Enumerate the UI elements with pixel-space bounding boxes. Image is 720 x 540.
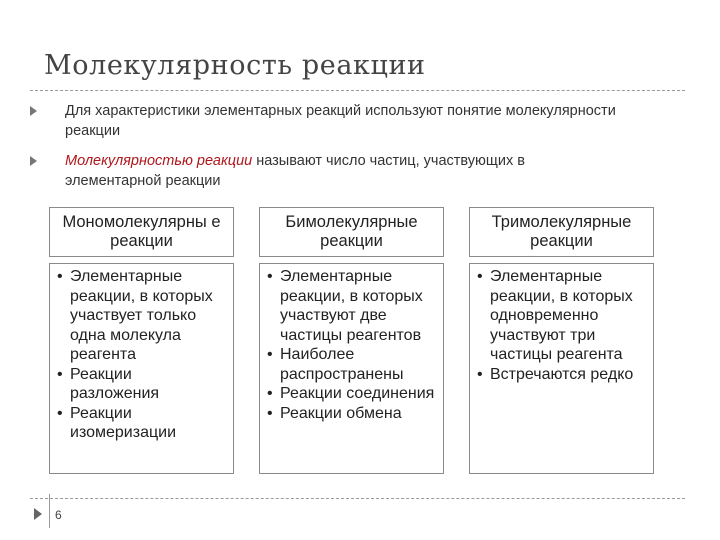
footer-vertical-line (49, 494, 50, 528)
arrow-bullet-icon (30, 106, 37, 116)
footer-divider (30, 498, 685, 499)
list-item: • Встречаются редко (476, 365, 645, 385)
arrow-bullet-icon (30, 156, 37, 166)
bullet-2-emphasis: Молекулярностью реакции (65, 153, 253, 169)
list-item: • Элементарные реакции, в которых участвуют две частицы реагентов (266, 267, 435, 345)
slide-title: Молекулярность реакции (44, 50, 426, 81)
list-item: • Реакции разложения (56, 365, 225, 404)
list-item: • Реакции соединения (266, 384, 435, 404)
column-body (469, 263, 654, 474)
bullet-1 (30, 101, 620, 141)
bullet-1-text: Для характеристики элементарных реакций используют понятие молекулярности реакции (65, 103, 616, 139)
list-item: • Реакции изомеризации (56, 404, 225, 443)
page-number: 6 (55, 508, 62, 522)
column-header: Бимолекулярные реакции (259, 207, 444, 257)
footer-arrow-icon (34, 508, 42, 520)
column-body (259, 263, 444, 474)
list-item: • Элементарные реакции, в которых участвует только одна молекула реагента (56, 267, 225, 365)
list-item: • Элементарные реакции, в которых одновременно участвуют три частицы реагента (476, 267, 645, 365)
bullet-2-rest: называют число частиц, участвующих в элементарной реакции (65, 153, 525, 189)
list-item: • Наиболее распространены (266, 345, 435, 384)
column-header: Мономолекулярны е реакции (49, 207, 234, 257)
title-divider (30, 90, 685, 91)
list-item: • Реакции обмена (266, 404, 435, 424)
column-header: Тримолекулярные реакции (469, 207, 654, 257)
bullet-2 (30, 151, 620, 191)
bullet-2-text (65, 151, 620, 191)
column-body (49, 263, 234, 474)
